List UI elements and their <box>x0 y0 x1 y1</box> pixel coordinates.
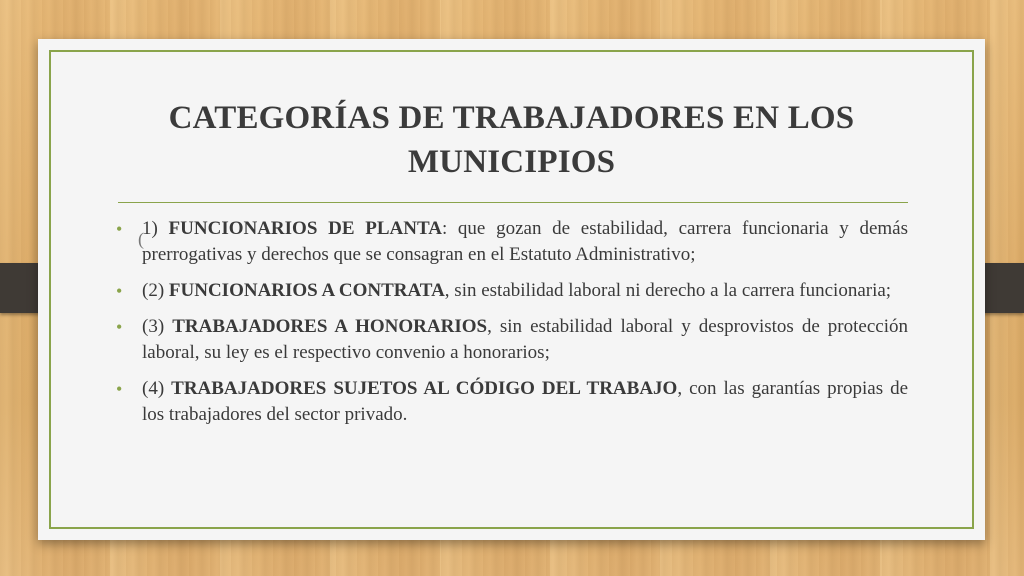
bullet-description: , sin estabilidad laboral ni derecho a la carrera funcionaria; <box>444 280 892 301</box>
bullet-prefix: (4) <box>142 378 172 399</box>
bullet-dot-icon: • <box>116 281 123 301</box>
bullet-bold-term: TRABAJADORES A HONORARIOS <box>172 316 488 337</box>
title-divider <box>118 202 908 203</box>
stray-parenthesis: ( <box>138 229 144 249</box>
bullet-text <box>142 378 908 425</box>
slide-card <box>38 39 985 540</box>
bullet-description: : que gozan de estabilidad, carrera funcionaria y demás prerrogativas y derechos que se consagran en el Estatuto Administrativo; <box>142 218 908 265</box>
bullet-prefix: (2) <box>142 280 169 301</box>
bullet-bold-term: TRABAJADORES SUJETOS AL CÓDIGO DEL TRABAJO <box>171 378 678 399</box>
bullet-prefix: 1) <box>142 218 169 239</box>
bullet-prefix: (3) <box>142 316 173 337</box>
bullet-dot-icon: • <box>116 317 123 337</box>
slide-title: CATEGORÍAS DE TRABAJADORES EN LOS MUNICIPIOS <box>168 100 855 180</box>
bullet-bold-term: FUNCIONARIOS DE PLANTA <box>168 218 442 239</box>
bullet-description: , sin estabilidad laboral y desprovistos de protección laboral, su ley es el respectivo convenio a honorarios; <box>142 316 908 363</box>
bullet-item-3 <box>116 314 908 366</box>
bullet-dot-icon: • <box>116 379 123 399</box>
bullet-bold-term: FUNCIONARIOS A CONTRATA <box>168 280 445 301</box>
bullet-text <box>142 218 908 265</box>
bullet-item-4 <box>116 376 908 428</box>
bullet-dot-icon: • <box>116 219 123 239</box>
bullet-item-1 <box>116 216 908 268</box>
bullet-item-2 <box>116 278 908 304</box>
bullet-text <box>142 316 908 363</box>
bullet-list <box>116 216 908 438</box>
bullet-text <box>142 280 891 301</box>
bullet-description: , con las garantías propias de los trabajadores del sector privado. <box>142 378 909 425</box>
